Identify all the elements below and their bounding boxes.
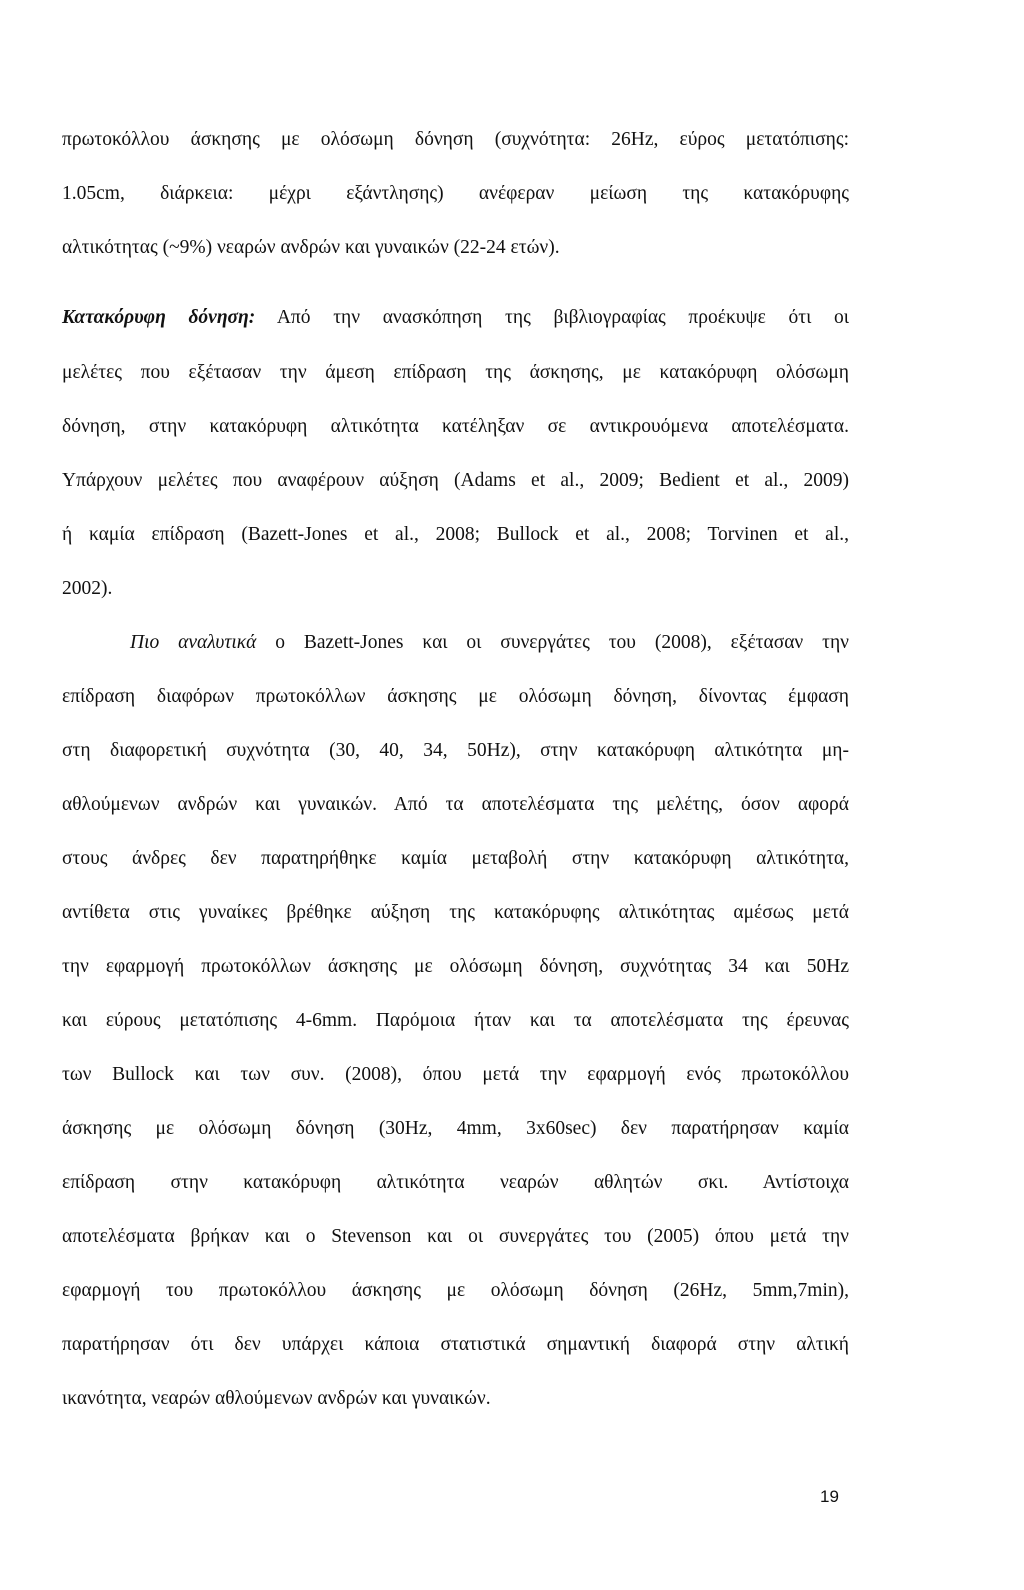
text-segment: Από την ανασκόπηση της βιβλιογραφίας προέκυψε ότι οι [276,307,849,328]
text-line: και εύρους μετατόπισης 4-6mm. Παρόμοια ήταν και τα αποτελέσματα της έρευνας [62,1010,849,1031]
text-line: ικανότητα, νεαρών αθλούμενων ανδρών και γυναικών. [62,1388,491,1409]
text-segment: ο Bazett-Jones και οι συνεργάτες του (2008), εξέτασαν την [275,632,849,653]
text-line: επίδραση διαφόρων πρωτοκόλλων άσκησης με ολόσωμη δόνηση, δίνοντας έμφαση [62,686,849,707]
page-number: 19 [820,1487,839,1506]
text-line: άσκησης με ολόσωμη δόνηση (30Hz, 4mm, 3x60sec) δεν παρατήρησαν καμία [62,1118,849,1139]
text-line: 2002). [62,578,113,599]
text-line: επίδραση στην κατακόρυφη αλτικότητα νεαρών αθλητών σκι. Αντίστοιχα [62,1172,849,1193]
text-line: των Bullock και των συν. (2008), όπου μετά την εφαρμογή ενός πρωτοκόλλου [62,1064,849,1085]
paragraph-start-line [130,631,849,655]
text-line: στους άνδρες δεν παρατηρήθηκε καμία μεταβολή στην κατακόρυφη αλτικότητα, [62,848,849,869]
text-line: ή καμία επίδραση (Bazett-Jones et al., 2008; Bullock et al., 2008; Torvinen et al., [62,524,849,545]
paragraph-start-line [62,306,849,330]
text-line: αποτελέσματα βρήκαν και ο Stevenson και οι συνεργάτες του (2005) όπου μετά την [62,1226,849,1247]
text-line: την εφαρμογή πρωτοκόλλων άσκησης με ολόσωμη δόνηση, συχνότητας 34 και 50Hz [62,956,849,977]
inline-heading-vertical-vibration: Κατακόρυφη δόνηση: [62,307,256,328]
text-line: αντίθετα στις γυναίκες βρέθηκε αύξηση της κατακόρυφης αλτικότητας αμέσως μετά [62,902,849,923]
text-line: 1.05cm, διάρκεια: μέχρι εξάντλησης) ανέφεραν μείωση της κατακόρυφης [62,183,849,204]
text-line: δόνηση, στην κατακόρυφη αλτικότητα κατέληξαν σε αντικρουόμενα αποτελέσματα. [62,416,849,437]
text-line: αθλούμενων ανδρών και γυναικών. Από τα αποτελέσματα της μελέτης, όσον αφορά [62,794,849,815]
text-line: Υπάρχουν μελέτες που αναφέρουν αύξηση (Adams et al., 2009; Bedient et al., 2009) [62,470,849,491]
text-line: αλτικότητας (~9%) νεαρών ανδρών και γυναικών (22-24 ετών). [62,237,560,258]
text-line: πρωτοκόλλου άσκησης με ολόσωμη δόνηση (συχνότητα: 26Hz, εύρος μετατόπισης: [62,129,849,150]
text-line: στη διαφορετική συχνότητα (30, 40, 34, 50Hz), στην κατακόρυφη αλτικότητα μη- [62,740,849,761]
text-line: εφαρμογή του πρωτοκόλλου άσκησης με ολόσωμη δόνηση (26Hz, 5mm,7min), [62,1280,849,1301]
text-line: μελέτες που εξέτασαν την άμεση επίδραση της άσκησης, με κατακόρυφη ολόσωμη [62,362,849,383]
text-line: παρατήρησαν ότι δεν υπάρχει κάποια στατιστικά σημαντική διαφορά στην αλτική [62,1334,849,1355]
inline-heading-in-detail: Πιο αναλυτικά [130,632,257,653]
